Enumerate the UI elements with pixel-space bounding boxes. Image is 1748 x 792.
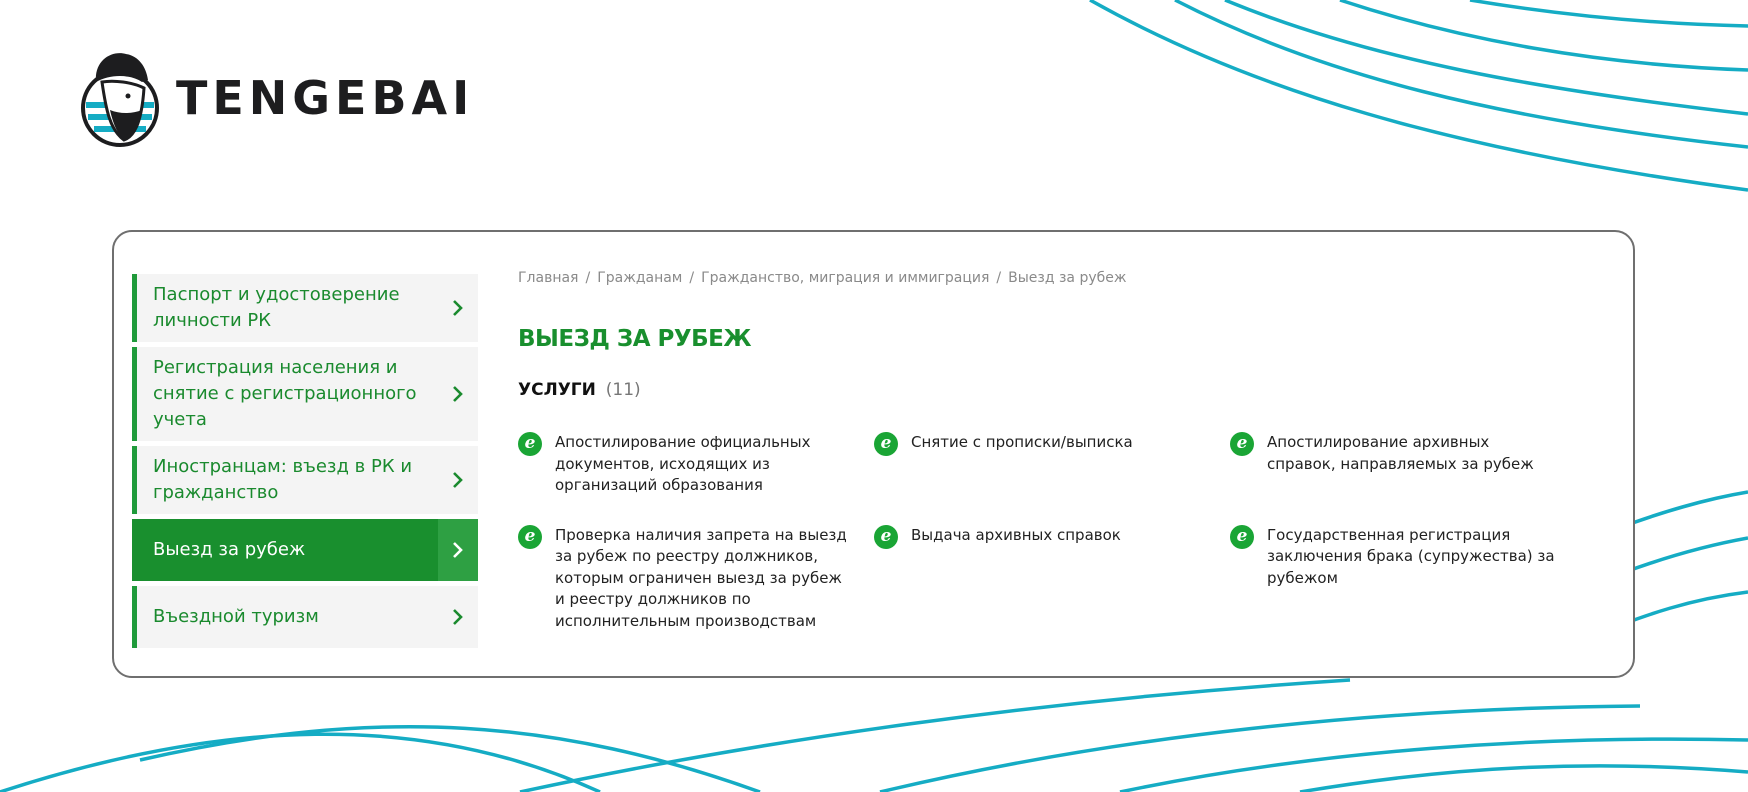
egov-service-icon: e	[1230, 525, 1254, 549]
chevron-right-icon	[438, 454, 478, 506]
breadcrumb	[518, 270, 1608, 286]
egov-service-icon: e	[874, 525, 898, 549]
sidebar-item-passport[interactable]	[132, 274, 478, 342]
egov-service-icon: e	[874, 432, 898, 456]
services-heading-label: УСЛУГИ	[518, 380, 596, 400]
sidebar-item-label: Регистрация населения и снятие с регистрационного учета	[153, 357, 417, 430]
chevron-right-icon	[438, 519, 478, 581]
service-item[interactable]	[518, 432, 874, 497]
sidebar-item-travel-abroad[interactable]	[132, 519, 478, 581]
breadcrumb-separator: /	[585, 270, 591, 286]
breadcrumb-migration[interactable]: Гражданство, миграция и иммиграция	[701, 270, 990, 286]
services-heading	[518, 380, 1608, 400]
egov-service-icon: e	[518, 432, 542, 456]
service-link[interactable]: Проверка наличия запрета на выезд за рубеж по реестру должников, которым ограничен выезд за рубеж и реестру должников по исполнительным производствам	[555, 525, 847, 630]
brand-wordmark: TENGEBAI	[176, 71, 475, 125]
tengebai-mascot-icon	[80, 48, 160, 148]
service-item[interactable]	[874, 525, 1230, 633]
chevron-right-icon	[438, 355, 478, 433]
breadcrumb-current: Выезд за рубеж	[1008, 270, 1127, 286]
sidebar-item-label: Паспорт и удостоверение личности РК	[153, 284, 400, 331]
breadcrumb-citizens[interactable]: Гражданам	[597, 270, 683, 286]
service-item[interactable]	[1230, 432, 1586, 497]
breadcrumb-separator: /	[689, 270, 695, 286]
page-title: ВЫЕЗД ЗА РУБЕЖ	[518, 326, 752, 352]
services-count: (11)	[605, 380, 641, 400]
service-item[interactable]	[1230, 525, 1586, 633]
brand-logo[interactable]	[80, 48, 474, 148]
content-card	[112, 230, 1635, 678]
service-link[interactable]: Выдача архивных справок	[911, 525, 1121, 544]
main-content	[518, 270, 1608, 632]
chevron-right-icon	[438, 282, 478, 334]
chevron-right-icon	[438, 594, 478, 640]
services-list	[518, 432, 1608, 632]
service-item[interactable]	[518, 525, 874, 633]
sidebar-item-foreigners[interactable]	[132, 446, 478, 514]
sidebar-item-label: Въездной туризм	[153, 606, 319, 627]
egov-service-icon: e	[1230, 432, 1254, 456]
sidebar-item-inbound-tourism[interactable]	[132, 586, 478, 648]
sidebar-item-registration[interactable]	[132, 347, 478, 441]
service-link[interactable]: Апостилирование архивных справок, направляемых за рубеж	[1267, 433, 1534, 473]
service-link[interactable]: Апостилирование официальных документов, исходящих из организаций образования	[555, 433, 811, 494]
sidebar-item-label: Выезд за рубеж	[153, 539, 306, 560]
sidebar-item-label: Иностранцам: въезд в РК и гражданство	[153, 456, 413, 503]
service-item[interactable]	[874, 432, 1230, 497]
service-link[interactable]: Государственная регистрация заключения брака (супружества) за рубежом	[1267, 525, 1555, 587]
egov-service-icon: e	[518, 525, 542, 549]
breadcrumb-home[interactable]: Главная	[518, 270, 579, 286]
breadcrumb-separator: /	[996, 270, 1002, 286]
sidebar-menu	[132, 274, 478, 653]
service-link[interactable]: Снятие с прописки/выписка	[911, 433, 1133, 451]
